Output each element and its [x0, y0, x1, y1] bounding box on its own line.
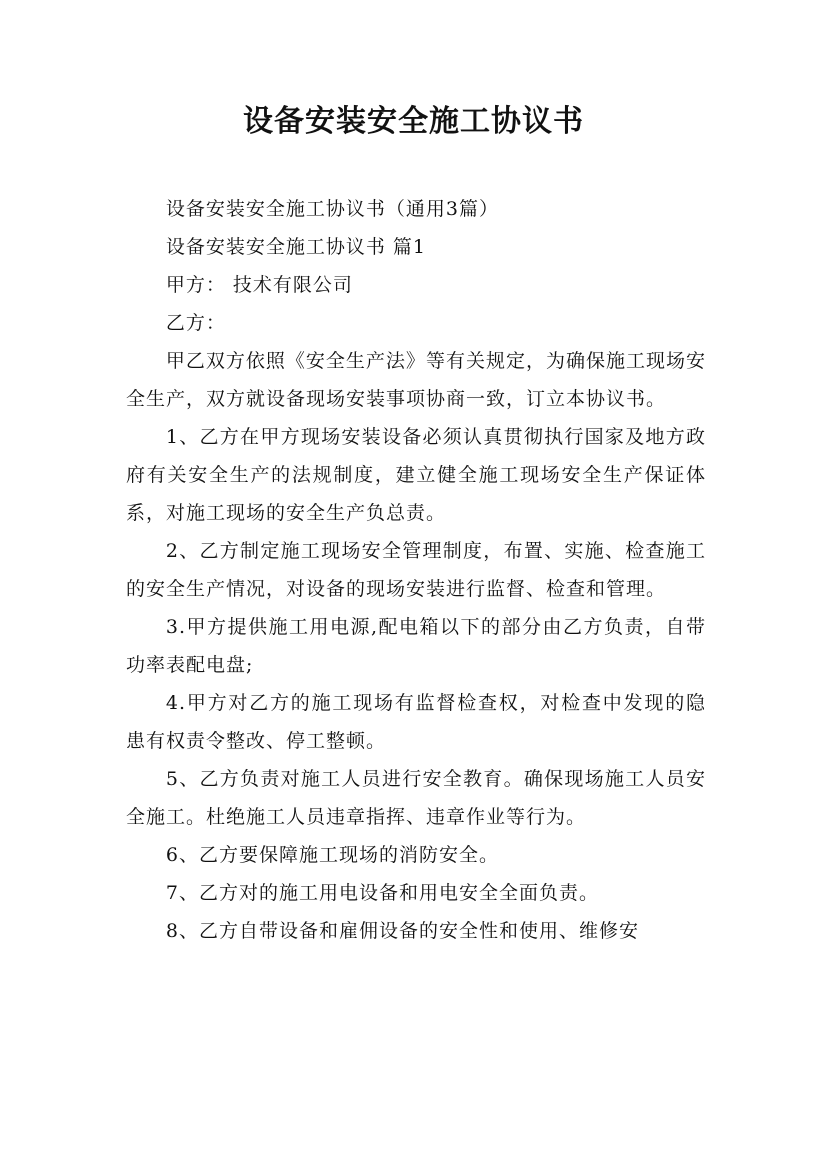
document-body [126, 190, 706, 950]
paragraph-clause-6: 6、乙方要保障施工现场的消防安全。 [165, 844, 499, 866]
paragraph-clause-5: 5、乙方负责对施工人员进行安全教育。确保现场施工人员安全施工。杜绝施工人员违章指挥、违章作业等行为。 [126, 768, 706, 828]
paragraph-clause-4: 4.甲方对乙方的施工现场有监督检查权，对检查中发现的隐患有权责令整改、停工整顿。 [126, 692, 706, 752]
paragraph-subtitle: 设备安装安全施工协议书（通用3篇） [165, 198, 499, 220]
paragraph-clause-8: 8、乙方自带设备和雇佣设备的安全性和使用、维修安 [165, 920, 639, 942]
document-title: 设备安装安全施工协议书 [243, 104, 584, 139]
paragraph-party-b: 乙方： [165, 312, 226, 334]
paragraph-section-heading: 设备安装安全施工协议书 篇1 [165, 236, 427, 258]
paragraph-party-a: 甲方： 技术有限公司 [165, 274, 353, 296]
paragraph-clause-7: 7、乙方对的施工用电设备和用电安全全面负责。 [165, 882, 599, 904]
paragraph-clause-1: 1、乙方在甲方现场安装设备必须认真贯彻执行国家及地方政府有关安全生产的法规制度，建立健全施工现场安全生产保证体系，对施工现场的安全生产负总责。 [126, 426, 706, 524]
paragraph-clause-3: 3.甲方提供施工用电源,配电箱以下的部分由乙方负责，自带功率表配电盘; [126, 616, 706, 676]
paragraph-intro: 甲乙双方依照《安全生产法》等有关规定，为确保施工现场安全生产，双方就设备现场安装事项协商一致，订立本协议书。 [126, 350, 706, 410]
paragraph-clause-2: 2、乙方制定施工现场安全管理制度，布置、实施、检查施工的安全生产情况，对设备的现场安装进行监督、检查和管理。 [126, 540, 706, 600]
